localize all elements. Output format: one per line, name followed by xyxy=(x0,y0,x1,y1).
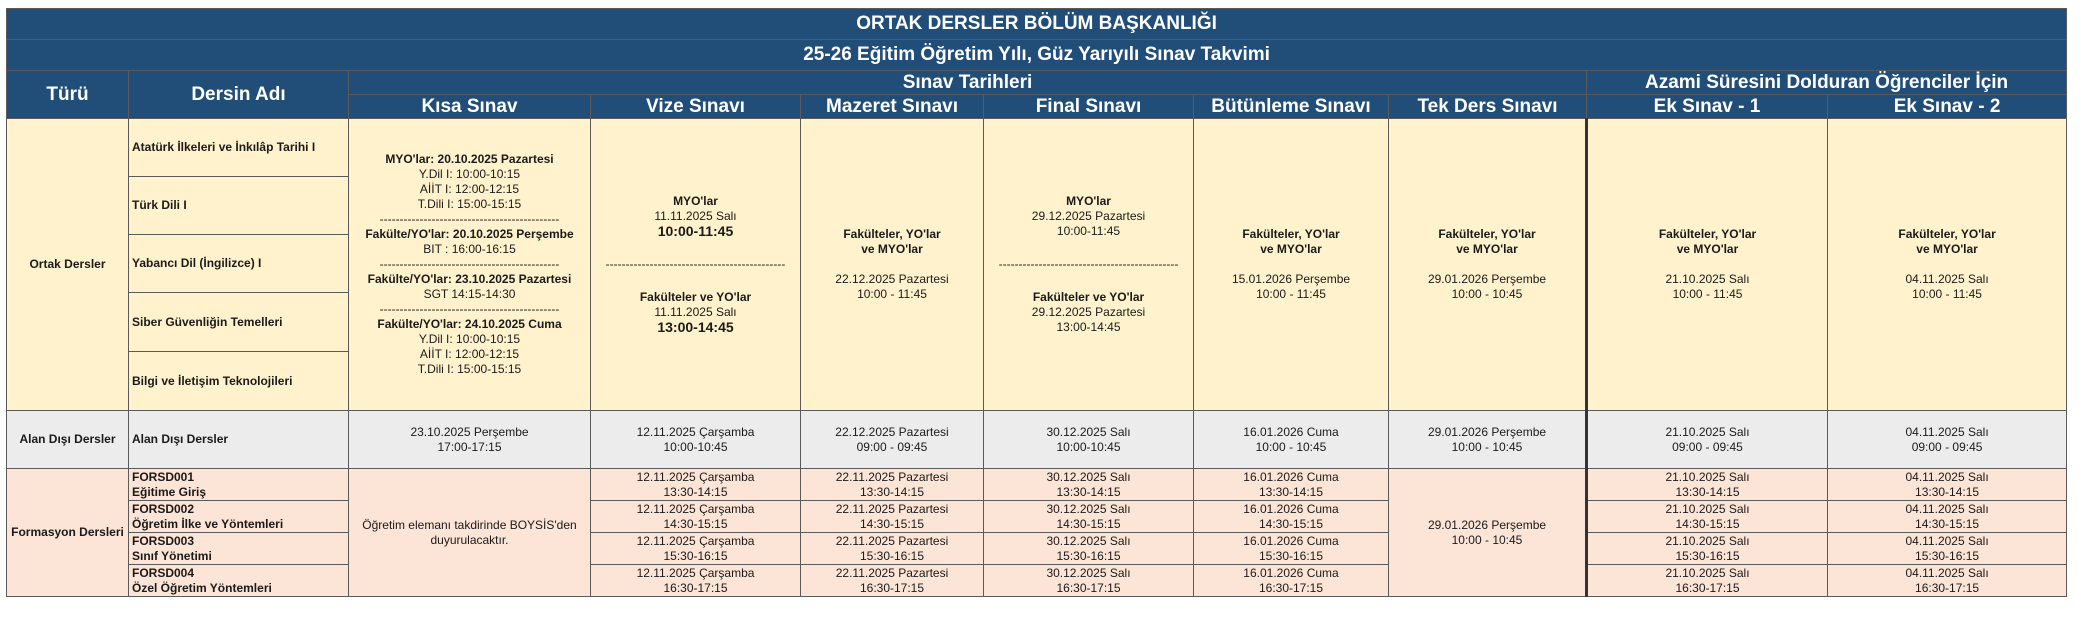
course-name: Atatürk İlkeleri ve İnkılâp Tarihi I xyxy=(129,119,349,177)
cell-text-line: 17:00-17:15 xyxy=(437,439,502,454)
form-ek2-cell xyxy=(1828,565,2067,597)
cell-text-line: ve MYO'lar xyxy=(861,242,923,256)
ortak-vize-cell xyxy=(591,119,801,411)
cell-text-line: Fakülteler ve YO'lar xyxy=(1032,290,1145,304)
form-vize-cell xyxy=(591,469,801,501)
cell-text-line: 04.11.2025 Salı xyxy=(1905,501,1989,516)
cell-text-line: 21.10.2025 Salı xyxy=(1665,469,1750,484)
cell-text-line: Fakülteler, YO'lar xyxy=(843,227,941,241)
cell-text-line: 14:30-15:15 xyxy=(1258,516,1324,531)
cell-text-line: MYO'lar: 20.10.2025 Pazartesi xyxy=(385,152,554,166)
cell-text-line: 30.12.2025 Salı xyxy=(1046,469,1131,484)
cell-text-line: --------------------------------------------- xyxy=(379,212,560,226)
cell-text-line: Eğitime Giriş xyxy=(132,484,207,499)
alan-mazeret-cell xyxy=(801,411,984,469)
cell-text-line: 12.11.2025 Çarşamba xyxy=(636,469,755,484)
form-final-cell xyxy=(984,469,1194,501)
cell-text-line: AİİT I: 12:00-12:15 xyxy=(419,347,520,361)
table-row xyxy=(7,533,2067,565)
ortak-mazeret-cell xyxy=(801,119,984,411)
cell-text-line: 21.10.2025 Salı xyxy=(1665,501,1750,516)
cell-text-line: 10:00-11:45 xyxy=(1056,224,1121,238)
cell-text-line: 09:00 - 09:45 xyxy=(856,439,928,454)
cell-text-line: 16.01.2026 Cuma xyxy=(1243,424,1339,439)
cell-text-line: FORSD004 xyxy=(132,565,195,580)
form-ek2-cell xyxy=(1828,501,2067,533)
cell-text-line: Öğretim İlke ve Yöntemleri xyxy=(132,516,284,531)
cell-text-line: 29.01.2026 Perşembe xyxy=(1427,517,1547,532)
alan-ek2-cell xyxy=(1828,411,2067,469)
alan-tekders-cell xyxy=(1389,411,1587,469)
form-mazeret-cell xyxy=(801,501,984,533)
type-formasyon-dersleri: Formasyon Dersleri xyxy=(7,469,129,597)
cell-text-line: 10:00 - 11:45 xyxy=(857,287,927,301)
cell-text-line: 10:00 - 11:45 xyxy=(1256,287,1326,301)
alan-vize-cell xyxy=(591,411,801,469)
header-mazeret-sinavi: Mazeret Sınavı xyxy=(801,95,984,119)
cell-text-line: Fakülteler, YO'lar xyxy=(1242,227,1340,241)
form-butunleme-cell xyxy=(1194,501,1389,533)
cell-text-line: Fakülteler ve YO'lar xyxy=(639,290,752,304)
cell-text-line: 13:30-14:15 xyxy=(1056,484,1121,499)
cell-text-line: 13:00-14:45 xyxy=(657,319,734,335)
cell-text-line: 14:30-15:15 xyxy=(1056,516,1121,531)
header-butunleme-sinavi: Bütünleme Sınavı xyxy=(1194,95,1389,119)
cell-text-line: 12.11.2025 Çarşamba xyxy=(636,501,755,516)
cell-text-line: 04.11.2025 Salı xyxy=(1905,424,1989,439)
title-line-2: 25-26 Eğitim Öğretim Yılı, Güz Yarıyılı Sınav Takvimi xyxy=(7,40,2067,71)
header-ek-sinav-2: Ek Sınav - 2 xyxy=(1828,95,2067,119)
cell-text-line: 15:30-16:15 xyxy=(1915,548,1980,563)
cell-text-line: ve MYO'lar xyxy=(1260,242,1322,256)
header-vize-sinavi: Vize Sınavı xyxy=(591,95,801,119)
table-row xyxy=(7,119,2067,177)
cell-text-line: 11.11.2025 Salı xyxy=(654,305,737,319)
cell-text-line: 21.10.2025 Salı xyxy=(1665,424,1750,439)
cell-text-line: 16:30-17:15 xyxy=(1258,580,1324,595)
cell-text-line: 12.11.2025 Çarşamba xyxy=(636,424,755,439)
form-ek1-cell xyxy=(1587,469,1828,501)
form-vize-cell xyxy=(591,533,801,565)
cell-text-line: 11.11.2025 Salı xyxy=(654,209,737,223)
course-name xyxy=(129,469,349,501)
cell-text-line: 04.11.2025 Salı xyxy=(1905,565,1989,580)
exam-schedule-table xyxy=(6,8,2067,597)
cell-text-line: MYO'lar xyxy=(1066,194,1111,208)
cell-text-line: 15:30-16:15 xyxy=(1258,548,1324,563)
cell-text-line: 10:00-10:45 xyxy=(1056,439,1121,454)
cell-text-line: Öğretim elemanı takdirinde BOYSİS'den duyurulacaktır. xyxy=(362,517,577,547)
formasyon-tekders-cell xyxy=(1389,469,1587,597)
form-vize-cell xyxy=(591,501,801,533)
cell-text-line: 16:30-17:15 xyxy=(1915,580,1980,595)
cell-text-line: 10:00 - 10:45 xyxy=(1451,532,1523,547)
cell-text-line: 10:00-11:45 xyxy=(657,223,734,239)
cell-text-line: 13:30-14:15 xyxy=(859,484,925,499)
cell-text-line: 10:00 - 10:45 xyxy=(1451,439,1523,454)
cell-text-line: 14:30-15:15 xyxy=(1675,516,1740,531)
cell-text-line: 14:30-15:15 xyxy=(859,516,925,531)
form-mazeret-cell xyxy=(801,469,984,501)
cell-text-line: 16.01.2026 Cuma xyxy=(1243,533,1339,548)
cell-text-line: --------------------------------------------- xyxy=(379,257,560,271)
cell-text-line: 30.12.2025 Salı xyxy=(1046,424,1131,439)
cell-text-line: 04.11.2025 Salı xyxy=(1905,469,1989,484)
header-kisa-sinav: Kısa Sınav xyxy=(349,95,591,119)
header-azami: Azami Süresini Dolduran Öğrenciler İçin xyxy=(1587,71,2067,95)
cell-text-line: Fakülteler, YO'lar xyxy=(1898,227,1996,241)
cell-text-line: Y.Dil I: 10:00-10:15 xyxy=(418,332,521,346)
ortak-tekders-cell xyxy=(1389,119,1587,411)
cell-text-line: 16:30-17:15 xyxy=(859,580,925,595)
ortak-butunleme-cell xyxy=(1194,119,1389,411)
cell-text-line: 10:00-10:45 xyxy=(663,439,728,454)
form-ek1-cell xyxy=(1587,533,1828,565)
cell-text-line: 29.12.2025 Pazartesi xyxy=(1031,209,1146,223)
course-name: Türk Dili I xyxy=(129,177,349,235)
form-butunleme-cell xyxy=(1194,533,1389,565)
cell-text-line: 29.01.2026 Perşembe xyxy=(1427,424,1547,439)
cell-text-line: 10:00 - 10:45 xyxy=(1451,287,1523,301)
cell-text-line: Y.Dil I: 10:00-10:15 xyxy=(418,167,521,181)
title-line-1: ORTAK DERSLER BÖLÜM BAŞKANLIĞI xyxy=(7,9,2067,40)
cell-text-line: Fakülteler, YO'lar xyxy=(1658,227,1757,241)
header-turu: Türü xyxy=(7,71,129,119)
cell-text-line: 29.01.2026 Perşembe xyxy=(1427,272,1547,286)
course-name xyxy=(129,565,349,597)
cell-text-line: FORSD001 xyxy=(132,469,195,484)
type-alan-disi-dersler: Alan Dışı Dersler xyxy=(7,411,129,469)
cell-text-line: 15:30-16:15 xyxy=(1675,548,1740,563)
form-ek2-cell xyxy=(1828,469,2067,501)
cell-text-line: Fakülte/YO'lar: 24.10.2025 Cuma xyxy=(377,317,562,331)
cell-text-line: BIT : 16:00-16:15 xyxy=(423,242,516,256)
header-dersin-adi: Dersin Adı xyxy=(129,71,349,119)
cell-text-line: 15:30-16:15 xyxy=(859,548,925,563)
cell-text-line: Özel Öğretim Yöntemleri xyxy=(132,580,272,595)
course-name xyxy=(129,533,349,565)
course-name xyxy=(129,501,349,533)
form-ek1-cell xyxy=(1587,565,1828,597)
form-final-cell xyxy=(984,501,1194,533)
cell-text-line: 23.10.2025 Perşembe xyxy=(410,424,529,439)
cell-text-line: 04.11.2025 Salı xyxy=(1905,272,1989,286)
form-ek1-cell xyxy=(1587,501,1828,533)
cell-text-line: 22.12.2025 Pazartesi xyxy=(835,424,949,439)
cell-text-line: 14:30-15:15 xyxy=(1915,516,1980,531)
cell-text-line: FORSD002 xyxy=(132,501,195,516)
form-ek2-cell xyxy=(1828,533,2067,565)
cell-text-line: 21.10.2025 Salı xyxy=(1665,565,1750,580)
course-name: Bilgi ve İletişim Teknolojileri xyxy=(129,352,349,411)
cell-text-line: --------------------------------------------- xyxy=(379,302,560,316)
cell-text-line: 10:00 - 11:45 xyxy=(1912,287,1982,301)
alan-butunleme-cell xyxy=(1194,411,1389,469)
cell-text-line: 21.10.2025 Salı xyxy=(1665,533,1750,548)
form-final-cell xyxy=(984,533,1194,565)
cell-text-line: 12.11.2025 Çarşamba xyxy=(636,533,755,548)
header-sinav-tarihleri: Sınav Tarihleri xyxy=(349,71,1587,95)
formasyon-kisa-note xyxy=(349,469,591,597)
cell-text-line: 16:30-17:15 xyxy=(1056,580,1121,595)
ortak-ek1-cell xyxy=(1587,119,1828,411)
cell-text-line: 30.12.2025 Salı xyxy=(1046,565,1131,580)
header-tek-ders-sinavi: Tek Ders Sınavı xyxy=(1389,95,1587,119)
cell-text-line: SGT 14:15-14:30 xyxy=(423,287,516,301)
cell-text-line: 22.11.2025 Pazartesi xyxy=(835,501,949,516)
cell-text-line: Sınıf Yönetimi xyxy=(132,548,212,563)
cell-text-line: 14:30-15:15 xyxy=(663,516,728,531)
cell-text-line: FORSD003 xyxy=(132,533,195,548)
cell-text-line: 22.11.2025 Pazartesi xyxy=(835,533,949,548)
cell-text-line: T.Dili I: 15:00-15:15 xyxy=(417,362,522,376)
ortak-final-cell xyxy=(984,119,1194,411)
cell-text-line: 16.01.2026 Cuma xyxy=(1243,565,1339,580)
cell-text-line: 15:30-16:15 xyxy=(663,548,728,563)
cell-text-line: 30.12.2025 Salı xyxy=(1046,533,1131,548)
form-mazeret-cell xyxy=(801,565,984,597)
cell-text-line: --------------------------------------------- xyxy=(998,257,1179,271)
table-row xyxy=(7,565,2067,597)
type-ortak-dersler: Ortak Dersler xyxy=(7,119,129,411)
cell-text-line: MYO'lar xyxy=(673,194,718,208)
cell-text-line: 13:30-14:15 xyxy=(1258,484,1324,499)
course-name: Yabancı Dil (İngilizce) I xyxy=(129,235,349,293)
ortak-ek2-cell xyxy=(1828,119,2067,411)
cell-text-line: 16.01.2026 Cuma xyxy=(1243,501,1339,516)
cell-text-line: 13:30-14:15 xyxy=(1915,484,1980,499)
form-vize-cell xyxy=(591,565,801,597)
cell-text-line: 22.12.2025 Pazartesi xyxy=(835,272,949,286)
cell-text-line: 09:00 - 09:45 xyxy=(1911,439,1983,454)
cell-text-line: 29.12.2025 Pazartesi xyxy=(1031,305,1146,319)
cell-text-line: 13:30-14:15 xyxy=(663,484,728,499)
cell-text-line: Fakülte/YO'lar: 20.10.2025 Perşembe xyxy=(365,227,574,241)
cell-text-line: ve MYO'lar xyxy=(1916,242,1978,256)
alan-ek1-cell xyxy=(1587,411,1828,469)
form-butunleme-cell xyxy=(1194,469,1389,501)
cell-text-line: AİİT I: 12:00-12:15 xyxy=(419,182,520,196)
cell-text-line: Fakülteler, YO'lar xyxy=(1438,227,1536,241)
cell-text-line: 16.01.2026 Cuma xyxy=(1243,469,1339,484)
cell-text-line: ve MYO'lar xyxy=(1456,242,1518,256)
cell-text-line: 22.11.2025 Pazartesi xyxy=(835,565,949,580)
table-row xyxy=(7,469,2067,501)
form-butunleme-cell xyxy=(1194,565,1389,597)
cell-text-line: --------------------------------------------- xyxy=(605,257,786,271)
cell-text-line: 15.01.2026 Perşembe xyxy=(1231,272,1351,286)
header-final-sinavi: Final Sınavı xyxy=(984,95,1194,119)
cell-text-line: 16:30-17:15 xyxy=(1675,580,1740,595)
cell-text-line: T.Dili I: 15:00-15:15 xyxy=(417,197,522,211)
cell-text-line: Fakülte/YO'lar: 23.10.2025 Pazartesi xyxy=(367,272,572,286)
alan-kisa-cell xyxy=(349,411,591,469)
course-name: Alan Dışı Dersler xyxy=(129,411,349,469)
cell-text-line: 13:30-14:15 xyxy=(1675,484,1740,499)
cell-text-line: 12.11.2025 Çarşamba xyxy=(636,565,755,580)
table-row xyxy=(7,501,2067,533)
cell-text-line: 04.11.2025 Salı xyxy=(1905,533,1989,548)
cell-text-line: 21.10.2025 Salı xyxy=(1665,272,1750,286)
cell-text-line: 16:30-17:15 xyxy=(663,580,728,595)
cell-text-line: 15:30-16:15 xyxy=(1056,548,1121,563)
alan-final-cell xyxy=(984,411,1194,469)
ortak-kisa-cell xyxy=(349,119,591,411)
cell-text-line: 10:00 - 11:45 xyxy=(1672,287,1743,301)
table-row xyxy=(7,411,2067,469)
course-name: Siber Güvenliğin Temelleri xyxy=(129,293,349,352)
cell-text-line: 22.11.2025 Pazartesi xyxy=(835,469,949,484)
header-ek-sinav-1: Ek Sınav - 1 xyxy=(1587,95,1828,119)
cell-text-line: 10:00 - 10:45 xyxy=(1255,439,1327,454)
cell-text-line: 30.12.2025 Salı xyxy=(1046,501,1131,516)
cell-text-line: 09:00 - 09:45 xyxy=(1672,439,1743,454)
cell-text-line: 13:00-14:45 xyxy=(1056,320,1121,334)
form-mazeret-cell xyxy=(801,533,984,565)
form-final-cell xyxy=(984,565,1194,597)
cell-text-line: ve MYO'lar xyxy=(1676,242,1739,256)
